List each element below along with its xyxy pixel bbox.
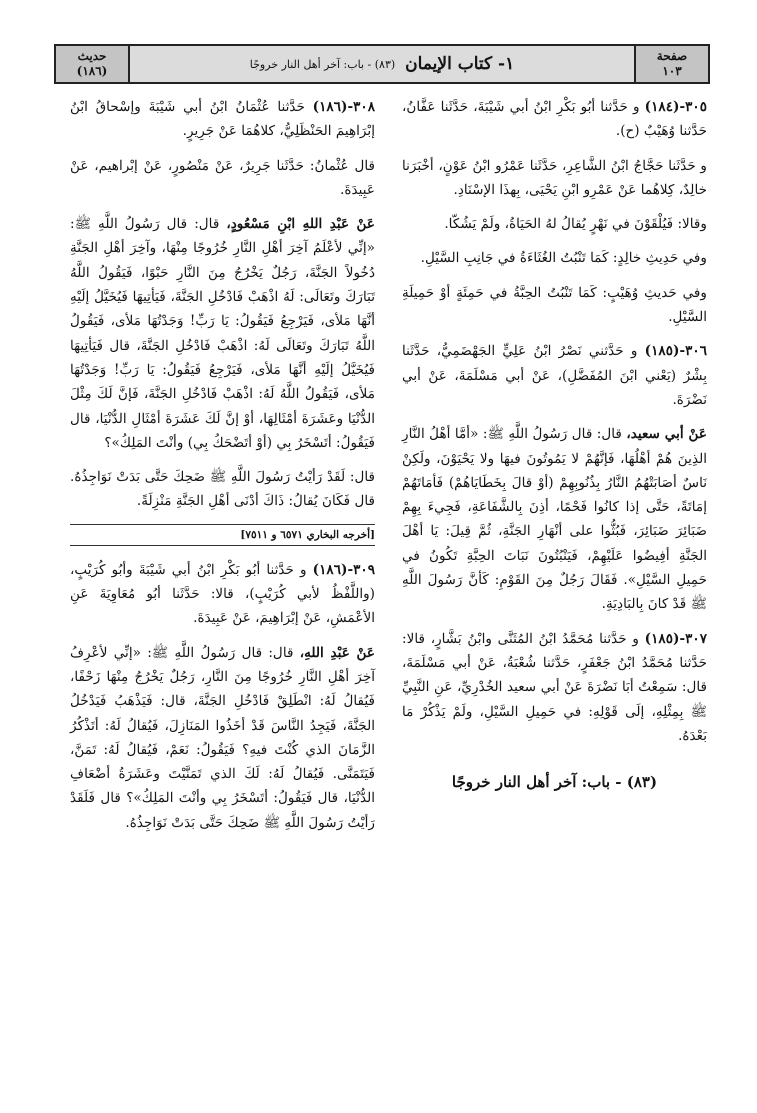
hadith-paragraph (70, 641, 375, 835)
hadith-number-label: ٣٠٧-(١٨٥) (644, 630, 707, 647)
paragraph-text: و حَدَّثنا أبُو بَكْرِ ابْنُ أبي شَيْبَةَ وأبُو كُرَيْبٍ، (واللَّفْظُ لأبي كُرَيْبٍ)، قالا: حَدَّثَنا أبُو مُعَاوِيَةَ عَنِ الأعْمَشِ، عَنْ إبْرَاهِيمَ، عَنْ عَبِيدَةَ. (70, 561, 375, 627)
paragraph-text: و حَدَّثني نَصْرُ ابْنُ عَلِيٍّ الجَهْضَمِيُّ، حَدَّثَنا بِشْرٌ (يَعْني ابْنَ المُفَضَّلِ)، عَنْ أبي مَسْلَمَةَ، عَنْ أبي نَضْرَةَ. (402, 343, 707, 408)
page-header (54, 44, 710, 84)
hadith-number-box (56, 46, 130, 82)
hadith-number-label: ٣٠٨-(١٨٦) (312, 99, 375, 115)
right-text-column (402, 95, 707, 809)
paragraph-text: وقالا: فَيُلْقَوْنَ في نَهْرٍ يُقالُ لهُ الحَيَاةُ، ولَمْ يَشُكّا. (444, 216, 707, 233)
hadith-paragraph (402, 95, 707, 144)
hadith-paragraph (402, 212, 707, 236)
narrator-prefix: عَنْ عَبْدِ اللهِ، (299, 644, 375, 661)
paragraph-text: قال: قال رَسُولُ اللَّهِ ﷺ: «إنِّي لأعْرِفُ آخِرَ أهْلِ النَّارِ خُرُوجًا مِنَ النَّارِ، رَجُلٌ يَخْرُجُ مِنْهَا زَحْفًا، فَيُقالُ لَهُ: انْطَلِقْ فَادْخُلِ الجَنَّةَ، قال: فَيَذْهَبُ فَيَدْخُلُ الجَنَّةَ، فَيَجِدُ النَّاسَ قَدْ أخَذُوا المَنَازِلَ، فَيُقالُ لَهُ: أتَذْكُرُ الزَّمَانَ الذي كُنْتَ فيهِ؟ فَيَقُولُ: نَعَمْ، فَيُقالُ لَهُ: تَمَنَّ، فَيَتَمَنَّى. فَيُقالُ لَهُ: لَكَ الذي تَمَنَّيْتَ وعَشَرَةُ أضْعَافِ الدُّنْيَا، قال فَيَقُولُ: أتَسْخَرُ بِي وأنْتَ المَلِكُ»؟ قال فَلَقَدْ رَأيْتُ رَسُولَ اللَّهِ ﷺ ضَحِكَ حَتَّى بَدَتْ نَوَاجِذُهُ. (70, 644, 375, 831)
page-number: ١٠٣ (662, 64, 682, 78)
hadith-paragraph (402, 281, 707, 330)
hadith-paragraph (70, 212, 375, 455)
header-title-area (130, 46, 634, 82)
hadith-paragraph (402, 339, 707, 412)
hadith-label: حديث (77, 49, 107, 63)
hadith-paragraph (402, 246, 707, 270)
paragraph-text: وفي حَدِيثِ خالِدٍ: كَمَا تَنْبُتُ الغُثَاءَةُ في جَانِبِ السَّيْلِ. (420, 250, 707, 267)
cross-reference: [أخرجه البخاري ٦٥٧١ و ٧٥١١] (70, 524, 375, 546)
chapter-heading: (٨٣) - باب: آخر أهل النار خروجًا (451, 773, 658, 792)
hadith-paragraph (402, 627, 707, 748)
narrator-prefix: عَنْ عَبْدِ اللهِ ابْنِ مَسْعُودٍ، (226, 216, 375, 233)
hadith-paragraph (402, 422, 707, 616)
book-title: ١- كتاب الإيمان (405, 54, 515, 74)
hadith-paragraph (402, 154, 707, 203)
hadith-paragraph (70, 95, 375, 144)
paragraph-text: و حَدَّثَنا حَجَّاجُ ابْنُ الشَّاعِرِ، حَدَّثَنا عَمْرُو ابْنُ عَوْنٍ، أخْبَرَنا خالِدٌ، كِلاهُما عَنْ عَمْرِو ابْنِ يَحْيَى، بِهذَا الإسْنَادِ. (402, 157, 707, 198)
paragraph-text: قال: قال رَسُولُ اللَّهِ ﷺ: «أمَّا أهْلُ النَّارِ الذِينَ هُمْ أهْلُهَا، فَإنَّهُمْ لا يَمُوتُونَ فيهَا ولا يَحْيَوْنَ، ولَكِنْ نَاسٌ أصَابَتْهُمُ النَّارُ بِذُنُوبِهِمْ (أوْ قالَ بِخَطَايَاهُمْ) فَأمَاتَهُمْ إمَاتَةً، حَتَّى إذا كانُوا فَحْمًا، أذِنَ بِالشَّفَاعَةِ، فَجِيءَ بِهِمْ ضَبَائِرَ ضَبَائِرَ، فَبُثُّوا على أنْهَارِ الجَنَّةِ، ثُمَّ قِيلَ: يَا أهْلَ الجَنَّةِ أفِيضُوا عَلَيْهِمْ، فَيَنْبُتُونَ نَبَاتَ الحِبَّةِ تَكُونُ في حَمِيلِ السَّيْلِ». فَقَالَ رَجُلٌ مِنَ القَوْمِ: كَأنَّ رَسُولَ اللَّهِ ﷺ قَدْ كانَ بِالبَادِيَةِ. (402, 426, 707, 613)
hadith-number: (١٨٦) (76, 64, 108, 78)
left-text-column (70, 95, 375, 845)
paragraph-text: قال: لَقَدْ رَأيْتُ رَسُولَ اللَّهِ ﷺ ضَحِكَ حَتَّى بَدَتْ نَوَاجِذُهُ. قال فَكَانَ يُقالُ: ذَاكَ أدْنَى أهْلِ الجَنَّةِ مَنْزِلَةً. (70, 469, 375, 510)
page-label: صفحة (656, 49, 688, 63)
paragraph-text: حَدَّثنا عُثْمَانُ ابْنُ أبي شَيْبَةَ وإسْحاقُ ابْنُ إبْرَاهِيمَ الحَنْظَلِيُّ، كلاهُمَا عَنْ جَرِيرٍ. (70, 99, 375, 140)
paragraph-text: و حَدَّثنا أبُو بَكْرِ ابْنُ أبي شَيْبَةَ، حَدَّثَنا عَفَّانُ، حَدَّثنا وُهَيْبٌ (ح). (402, 99, 707, 140)
hadith-paragraph (70, 465, 375, 514)
hadith-number-label: ٣٠٦-(١٨٥) (644, 343, 707, 360)
hadith-paragraph (70, 558, 375, 631)
narrator-prefix: عَنْ أبي سعيد، (626, 426, 708, 443)
paragraph-text: قال عُثْمانُ: حَدَّثَنا جَرِيرٌ، عَنْ مَنْصُورٍ، عَنْ إبْراهيم، عَنْ عَبِيدَةَ. (70, 157, 375, 198)
paragraph-text: و حَدَّثنا مُحَمَّدُ ابْنُ المُثَنَّى وابْنُ بَشَّارٍ، قالا: حَدَّثنا مُحَمَّدُ ابْنُ جَعْفَرٍ، حَدَّثنا شُعْبَةُ، عَنْ أبي مَسْلَمَةَ، قال: سَمِعْتُ أبَا نَضْرَةَ عَنْ أبي سعيد الخُدْرِيِّ، عَنِ النَّبِيِّ ﷺ بِمِثْلِهِ، إلَى قَوْلِهِ: في حَمِيلِ السَّيْلِ، ولَمْ يَذْكُرْ مَا بَعْدَهُ. (402, 630, 707, 744)
paragraph-text: وفي حَديثِ وُهَيْبٍ: كَمَا تَنْبُتُ الحِبَّةُ في حَمِئَةٍ أوْ حَمِيلَةِ السَّيْلِ. (402, 284, 707, 326)
hadith-paragraph (70, 154, 375, 203)
paragraph-text: قال: قال رَسُولُ اللَّهِ ﷺ: «إنِّي لأعْلَمُ آخِرَ أهْلِ النَّارِ خُرُوجًا مِنْهَا، وآخِرَ أهْلِ الجَنَّةِ دُخُولاً الجَنَّةَ، رَجُلٌ يَخْرُجُ مِنَ النَّارِ حَبْوًا، فَيَقُولُ اللَّهُ تَبَارَكَ وتَعَالَى: لَهُ اذْهَبْ فَادْخُلِ الجَنَّةَ، فَيَأتِيهَا فَيُخَيَّلُ إلَيْهِ أنَّهَا مَلأى، فَيَرْجِعُ فَيَقُولُ: يَا رَبِّ! وَجَدْتُهَا مَلأى، فَيَقُولُ اللَّهُ تَبَارَكَ وتَعَالَى لَهُ: اذْهَبْ فَادْخُلِ الجَنَّةَ، قال فَيَأتِيهَا فَيُخَيَّلُ إلَيْهِ أنَّهَا مَلأى، فَيَرْجِعُ فَيَقُولُ: يَا رَبِّ! وَجَدْتُهَا مَلأى، فَيَقُولُ اللَّهُ لَهُ: اذْهَبْ فَادْخُلِ الجَنَّةَ، فَإنَّ لَكَ مِثْلَ الدُّنْيَا وعَشَرَةَ أمْثَالِهَا، أوْ إنَّ لَكَ عَشَرَةَ أمْثَالِ الدُّنْيَا، قال فَيَقُولُ: أتَسْخَرُ بِي (أوْ أتَضْحَكُ بِي) وأنْتَ المَلِكُ»؟ (70, 216, 375, 451)
hadith-number-label: ٣٠٩-(١٨٦) (312, 561, 375, 578)
page-number-box (634, 46, 708, 82)
chapter-reference: (٨٣) - باب: آخر أهل النار خروجًا (249, 57, 396, 71)
hadith-number-label: ٣٠٥-(١٨٤) (644, 99, 707, 115)
